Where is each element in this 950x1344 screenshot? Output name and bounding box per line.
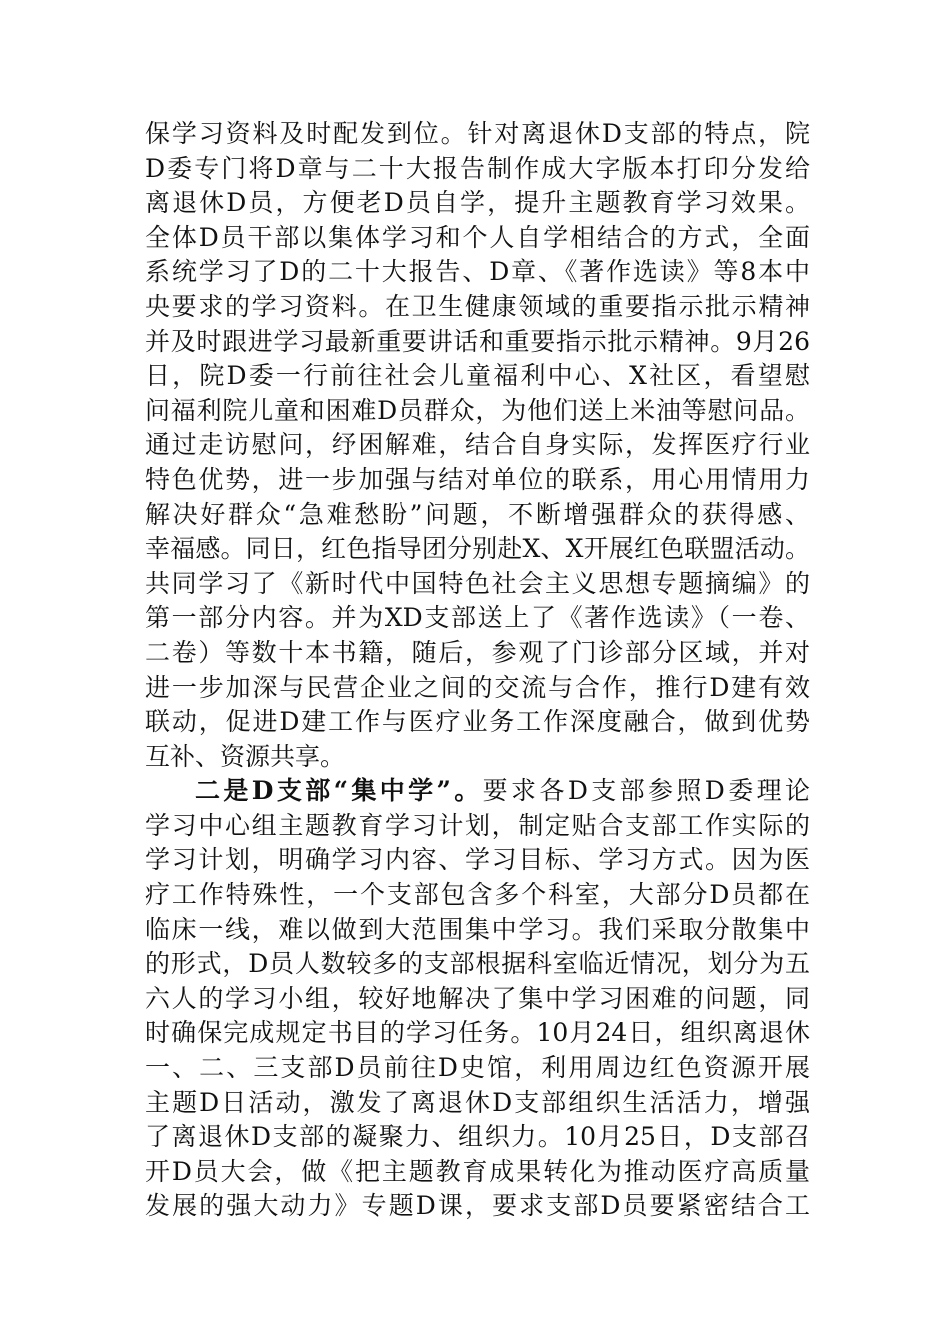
text-line: 时确保完成规定书目的学习任务。10月24日，组织离退休 — [145, 1018, 810, 1048]
paragraph-1 — [145, 117, 810, 774]
text-line: 临床一线，难以做到大范围集中学习。我们采取分散集中 — [145, 914, 810, 944]
text-line: 的形式，D员人数较多的支部根据科室临近情况，划分为五 — [145, 949, 810, 979]
text-line: 幸福感。同日，红色指导团分别赴X、X开展红色联盟活动。 — [145, 534, 810, 564]
text-line: 发展的强大动力》专题D课，要求支部D员要紧密结合工 — [145, 1191, 810, 1221]
text-line: 开D员大会，做《把主题教育成果转化为推动医疗高质量 — [145, 1156, 810, 1186]
text-line: 央要求的学习资料。在卫生健康领域的重要指示批示精神 — [145, 291, 810, 321]
text-line: 问福利院儿童和困难D员群众，为他们送上米油等慰问品。 — [145, 395, 810, 425]
text-line: 疗工作特殊性，一个支部包含多个科室，大部分D员都在 — [145, 880, 810, 910]
text-line: 系统学习了D的二十大报告、D章、《著作选读》等8本中 — [145, 257, 810, 287]
text-line: 主题D日活动，激发了离退休D支部组织生活活力，增强 — [145, 1087, 810, 1117]
text-line: 特色优势，进一步加强与结对单位的联系，用心用情用力 — [145, 464, 810, 494]
document-body — [145, 117, 810, 1224]
text-line: 离退休D员，方便老D员自学，提升主题教育学习效果。 — [145, 188, 810, 218]
text-line: 学习中心组主题教育学习计划，制定贴合支部工作实际的 — [145, 810, 810, 840]
text-line: 一、二、三支部D员前往D史馆，利用周边红色资源开展 — [145, 1053, 810, 1083]
text-line: 六人的学习小组，较好地解决了集中学习困难的问题，同 — [145, 983, 810, 1013]
text-line: 第一部分内容。并为XD支部送上了《著作选读》（一卷、 — [145, 603, 810, 633]
text-line: 日，院D委一行前往社会儿童福利中心、X社区，看望慰 — [145, 361, 810, 391]
text-line: D委专门将D章与二十大报告制作成大字版本打印分发给 — [145, 153, 810, 183]
paragraph-2-first-line — [145, 774, 810, 809]
text-line: 联动，促进D建工作与医疗业务工作深度融合，做到优势 — [145, 707, 810, 737]
text-line: 并及时跟进学习最新重要讲话和重要指示批示精神。9月26 — [145, 326, 810, 356]
text-line: 了离退休D支部的凝聚力、组织力。10月25日，D支部召 — [145, 1122, 810, 1152]
text-line: 保学习资料及时配发到位。针对离退休D支部的特点，院 — [145, 119, 810, 148]
text-line: 解决好群众“急难愁盼”问题，不断增强群众的获得感、 — [145, 499, 810, 529]
text-line: 进一步加深与民营企业之间的交流与合作，推行D建有效 — [145, 672, 810, 702]
text-line: 互补、资源共享。 — [145, 741, 346, 771]
text-line: 二卷）等数十本书籍，随后，参观了门诊部分区域，并对 — [145, 637, 810, 667]
text-line: 全体D员干部以集体学习和个人自学相结合的方式，全面 — [145, 222, 810, 252]
text-line: 学习计划，明确学习内容、学习目标、学习方式。因为医 — [145, 845, 810, 875]
text-line: 共同学习了《新时代中国特色社会主义思想专题摘编》的 — [145, 568, 810, 598]
section-heading: 二是D支部“集中学”。 — [195, 776, 483, 806]
paragraph-2 — [145, 774, 810, 1224]
paragraph-2-first-text: 要求各D支部参照D委理论 — [482, 776, 810, 806]
text-line: 通过走访慰问，纾困解难，结合自身实际，发挥医疗行业 — [145, 430, 810, 460]
